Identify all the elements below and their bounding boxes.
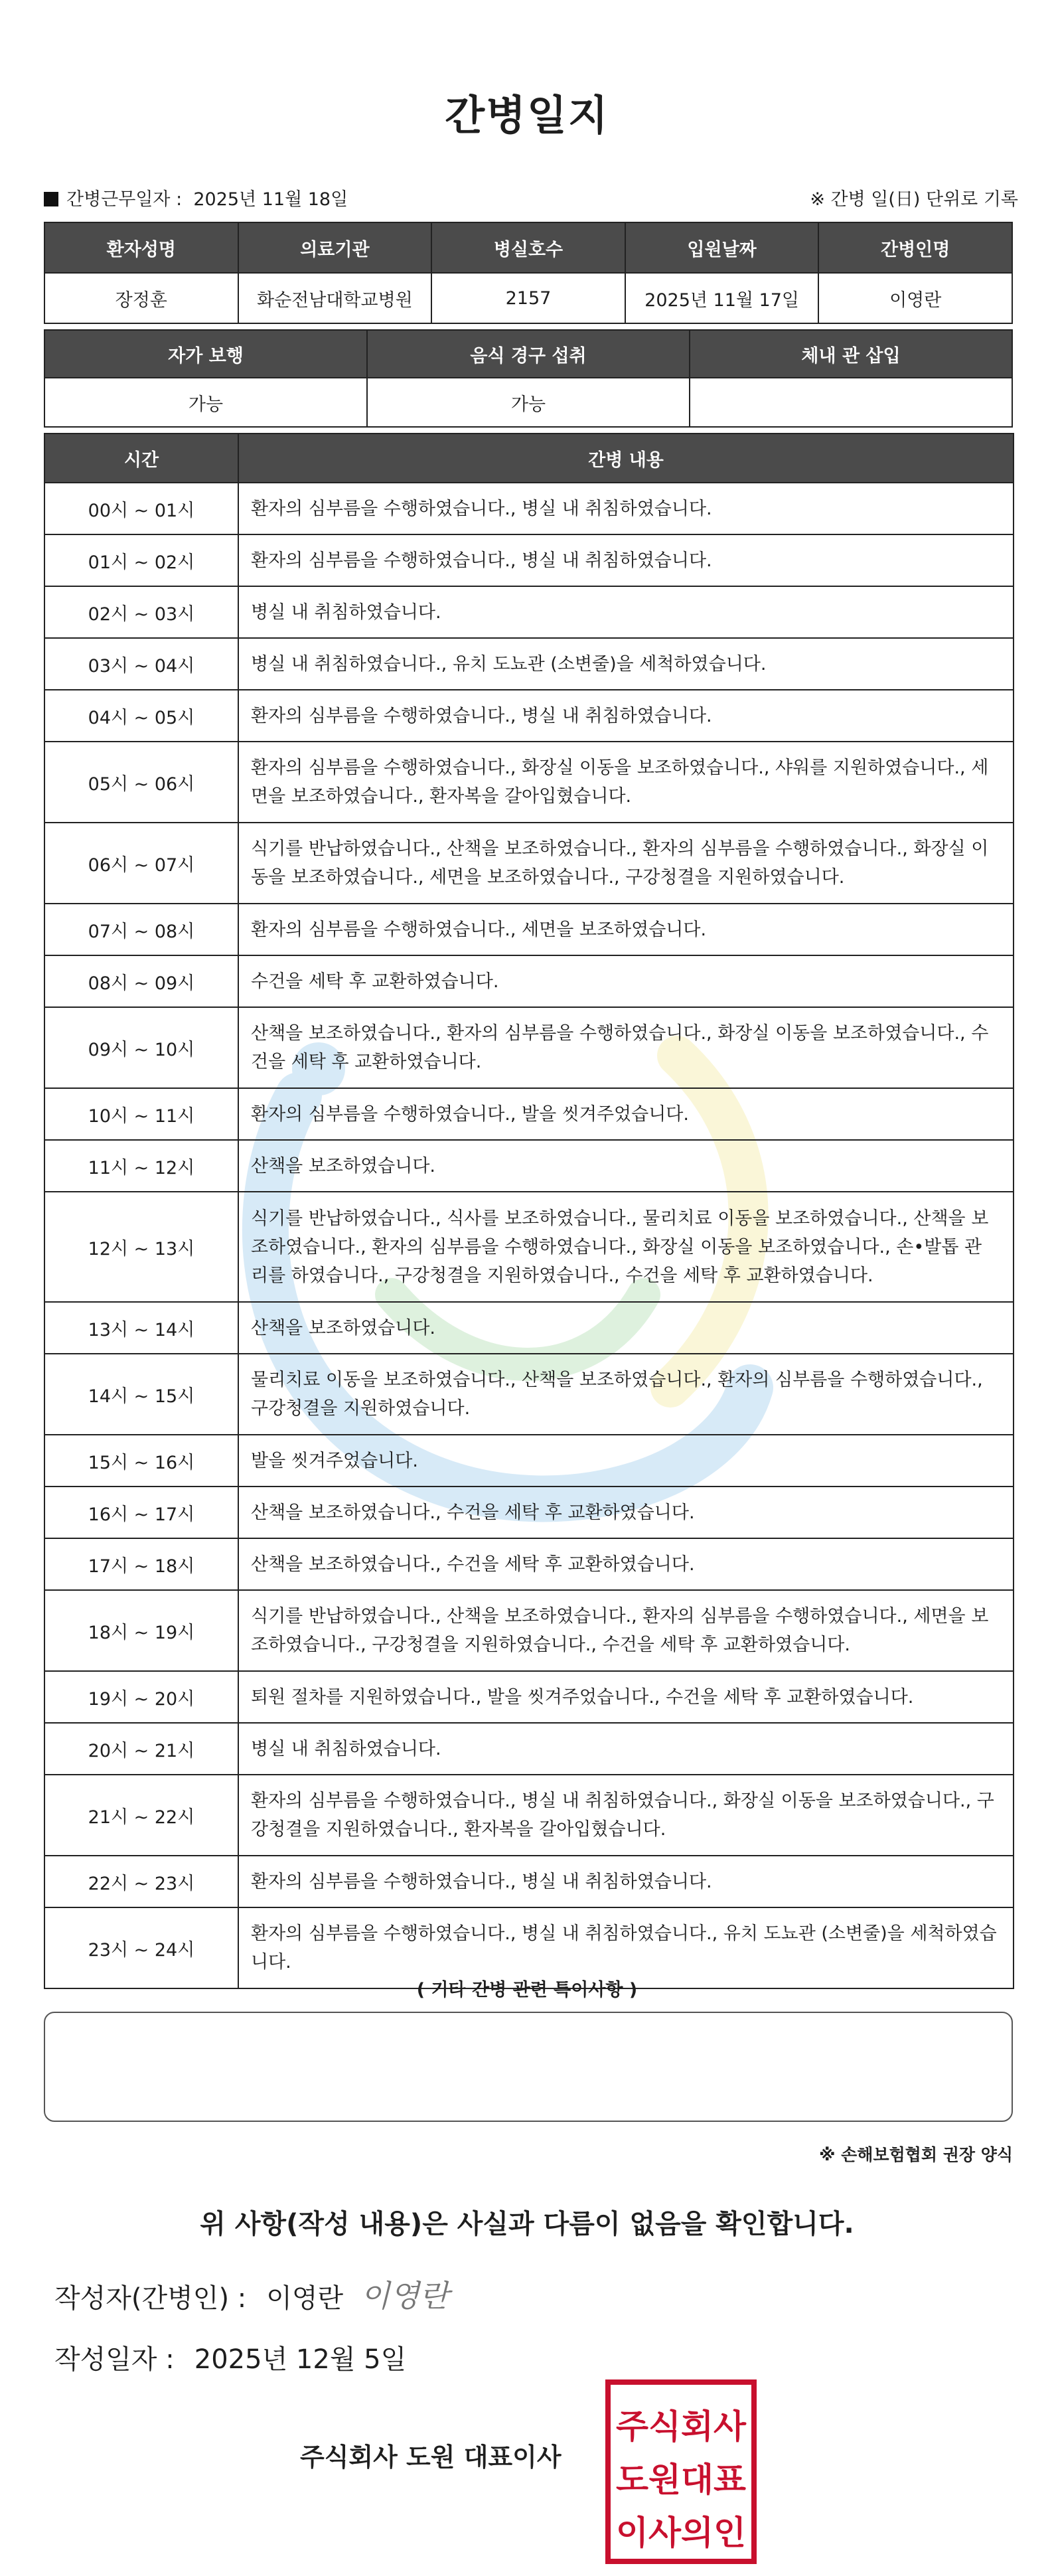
- stamp-line-2: 도원대표: [616, 2460, 747, 2499]
- log-time: 13시 ~ 14시: [44, 1302, 238, 1354]
- signature-text: 이영란: [360, 2278, 449, 2314]
- log-row: [44, 1671, 1014, 1723]
- log-row: [44, 1302, 1014, 1354]
- log-content: 환자의 심부름을 수행하였습니다., 병실 내 취침하였습니다.: [238, 1856, 1014, 1907]
- write-date-label: 작성일자 :: [54, 2344, 175, 2375]
- patient-status-table: [44, 329, 1013, 428]
- association-note: ※ 손해보험협회 권장 양식: [819, 2145, 1013, 2164]
- header-oral-intake: 음식 경구 섭취: [367, 330, 690, 378]
- log-row: [44, 1538, 1014, 1590]
- stamp-line-3: 이사의인: [616, 2514, 746, 2552]
- log-row: [44, 1140, 1014, 1192]
- tube-insertion-value: [690, 378, 1012, 427]
- special-notes-box: [44, 2012, 1013, 2122]
- log-content: 식기를 반납하였습니다., 식사를 보조하였습니다., 물리치료 이동을 보조하였습니다., 산책을 보조하였습니다., 환자의 심부름을 수행하였습니다., 화장실 이동을 보조하였습니다., 손•발톱 관리를 하였습니다., 구강청결을 지원하였습니다., 수건을 세탁 후 교환하였습니다.: [238, 1192, 1014, 1302]
- work-date-line: [44, 185, 348, 210]
- log-content: 산책을 보조하였습니다., 환자의 심부름을 수행하였습니다., 화장실 이동을 보조하였습니다., 수건을 세탁 후 교환하였습니다.: [238, 1007, 1014, 1088]
- square-bullet-icon: [44, 192, 58, 206]
- log-time: 19시 ~ 20시: [44, 1671, 238, 1723]
- log-time: 15시 ~ 16시: [44, 1435, 238, 1487]
- patient-value-row: [44, 273, 1012, 323]
- log-content: 발을 씻겨주었습니다.: [238, 1435, 1014, 1487]
- patient-info-table: [44, 222, 1013, 324]
- work-date-value: 2025년 11월 18일: [193, 189, 348, 210]
- log-time: 10시 ~ 11시: [44, 1088, 238, 1140]
- caregiver-name: 이영란: [818, 273, 1012, 323]
- log-content: 산책을 보조하였습니다., 수건을 세탁 후 교환하였습니다.: [238, 1487, 1014, 1538]
- log-row: [44, 1590, 1014, 1671]
- log-time: 22시 ~ 23시: [44, 1856, 238, 1907]
- log-time: 03시 ~ 04시: [44, 638, 238, 690]
- confirmation-statement: 위 사항(작성 내용)은 사실과 다름이 없음을 확인합니다.: [200, 2209, 854, 2239]
- log-row: [44, 955, 1014, 1007]
- log-row: [44, 904, 1014, 955]
- log-row: [44, 534, 1014, 586]
- header-time: 시간: [44, 434, 238, 483]
- log-time: 05시 ~ 06시: [44, 742, 238, 823]
- log-row: [44, 586, 1014, 638]
- stamp-line-1: 주식회사: [616, 2407, 747, 2446]
- log-content: 식기를 반납하였습니다., 산책을 보조하였습니다., 환자의 심부름을 수행하였습니다., 세면을 보조하였습니다., 구강청결을 지원하였습니다., 수건을 세탁 후 교환하였습니다.: [238, 1590, 1014, 1671]
- company-seal-stamp: [604, 2378, 758, 2565]
- writer-name: 이영란: [266, 2283, 344, 2314]
- log-row: [44, 638, 1014, 690]
- self-walking-value: 가능: [44, 378, 367, 427]
- log-time: 21시 ~ 22시: [44, 1775, 238, 1856]
- status-header-row: [44, 330, 1012, 378]
- log-content: 병실 내 취침하였습니다., 유치 도뇨관 (소변줄)을 세척하였습니다.: [238, 638, 1014, 690]
- writer-label: 작성자(간병인) :: [54, 2283, 247, 2314]
- log-time: 09시 ~ 10시: [44, 1007, 238, 1088]
- writer-line: [54, 2277, 343, 2315]
- log-header-row: [44, 434, 1014, 483]
- log-content: 산책을 보조하였습니다.: [238, 1302, 1014, 1354]
- log-time: 23시 ~ 24시: [44, 1907, 238, 1988]
- log-content: 환자의 심부름을 수행하였습니다., 화장실 이동을 보조하였습니다., 샤워를 지원하였습니다., 세면을 보조하였습니다., 환자복을 갈아입혔습니다.: [238, 742, 1014, 823]
- log-time: 08시 ~ 09시: [44, 955, 238, 1007]
- log-row: [44, 823, 1014, 904]
- header-care-content: 간병 내용: [238, 434, 1014, 483]
- log-row: [44, 1192, 1014, 1302]
- log-time: 18시 ~ 19시: [44, 1590, 238, 1671]
- log-content: 환자의 심부름을 수행하였습니다., 발을 씻겨주었습니다.: [238, 1088, 1014, 1140]
- unit-note: ※ 간병 일(日) 단위로 기록: [810, 189, 1018, 210]
- log-time: 17시 ~ 18시: [44, 1538, 238, 1590]
- log-row: [44, 1007, 1014, 1088]
- log-body: [44, 483, 1014, 1988]
- log-content: 환자의 심부름을 수행하였습니다., 세면을 보조하였습니다.: [238, 904, 1014, 955]
- log-time: 04시 ~ 05시: [44, 690, 238, 742]
- admission-date: 2025년 11월 17일: [625, 273, 819, 323]
- log-content: 환자의 심부름을 수행하였습니다., 병실 내 취침하였습니다., 화장실 이동을 보조하였습니다., 구강청결을 지원하였습니다., 환자복을 갈아입혔습니다.: [238, 1775, 1014, 1856]
- log-row: [44, 1487, 1014, 1538]
- log-time: 11시 ~ 12시: [44, 1140, 238, 1192]
- log-time: 20시 ~ 21시: [44, 1723, 238, 1775]
- log-time: 16시 ~ 17시: [44, 1487, 238, 1538]
- log-time: 07시 ~ 08시: [44, 904, 238, 955]
- header-caregiver: 간병인명: [818, 222, 1012, 273]
- patient-name: 장정훈: [44, 273, 238, 323]
- write-date-value: 2025년 12월 5일: [194, 2344, 407, 2375]
- status-value-row: [44, 378, 1012, 427]
- work-date-label: 간병근무일자 :: [66, 189, 183, 210]
- log-time: 12시 ~ 13시: [44, 1192, 238, 1302]
- room-number: 2157: [431, 273, 625, 323]
- page-title: 간병일지: [445, 91, 609, 139]
- care-log-table: [44, 433, 1014, 1989]
- log-time: 01시 ~ 02시: [44, 534, 238, 586]
- company-signatory: 주식회사 도원 대표이사: [300, 2443, 562, 2472]
- log-row: [44, 1856, 1014, 1907]
- header-self-walking: 자가 보행: [44, 330, 367, 378]
- log-content: 퇴원 절차를 지원하였습니다., 발을 씻겨주었습니다., 수건을 세탁 후 교환하였습니다.: [238, 1671, 1014, 1723]
- log-time: 14시 ~ 15시: [44, 1354, 238, 1435]
- log-time: 00시 ~ 01시: [44, 483, 238, 534]
- log-row: [44, 1435, 1014, 1487]
- log-time: 02시 ~ 03시: [44, 586, 238, 638]
- log-content: 환자의 심부름을 수행하였습니다., 병실 내 취침하였습니다., 유치 도뇨관 (소변줄)을 세척하였습니다.: [238, 1907, 1014, 1988]
- header-tube-insertion: 체내 관 삽입: [690, 330, 1012, 378]
- log-row: [44, 1354, 1014, 1435]
- log-content: 산책을 보조하였습니다.: [238, 1140, 1014, 1192]
- log-content: 물리치료 이동을 보조하였습니다., 산책을 보조하였습니다., 환자의 심부름을 수행하였습니다., 구강청결을 지원하였습니다.: [238, 1354, 1014, 1435]
- write-date-line: [54, 2338, 406, 2376]
- log-time: 06시 ~ 07시: [44, 823, 238, 904]
- header-room: 병실호수: [431, 222, 625, 273]
- patient-header-row: [44, 222, 1012, 273]
- log-content: 식기를 반납하였습니다., 산책을 보조하였습니다., 환자의 심부름을 수행하였습니다., 화장실 이동을 보조하였습니다., 세면을 보조하였습니다., 구강청결을 지원하였습니다.: [238, 823, 1014, 904]
- header-patient-name: 환자성명: [44, 222, 238, 273]
- header-hospital: 의료기관: [238, 222, 432, 273]
- hospital-name: 화순전남대학교병원: [238, 273, 432, 323]
- log-row: [44, 1775, 1014, 1856]
- log-row: [44, 1088, 1014, 1140]
- log-content: 수건을 세탁 후 교환하였습니다.: [238, 955, 1014, 1007]
- signature: [355, 2269, 488, 2322]
- log-row: [44, 483, 1014, 534]
- log-content: 환자의 심부름을 수행하였습니다., 병실 내 취침하였습니다.: [238, 690, 1014, 742]
- log-content: 환자의 심부름을 수행하였습니다., 병실 내 취침하였습니다.: [238, 483, 1014, 534]
- header-admission-date: 입원날짜: [625, 222, 819, 273]
- special-notes-title: ( 기타 간병 관련 특이사항 ): [416, 1980, 638, 2000]
- log-row: [44, 742, 1014, 823]
- log-content: 병실 내 취침하였습니다.: [238, 586, 1014, 638]
- log-content: 병실 내 취침하였습니다.: [238, 1723, 1014, 1775]
- log-content: 환자의 심부름을 수행하였습니다., 병실 내 취침하였습니다.: [238, 534, 1014, 586]
- log-row: [44, 1723, 1014, 1775]
- oral-intake-value: 가능: [367, 378, 690, 427]
- log-row: [44, 690, 1014, 742]
- log-content: 산책을 보조하였습니다., 수건을 세탁 후 교환하였습니다.: [238, 1538, 1014, 1590]
